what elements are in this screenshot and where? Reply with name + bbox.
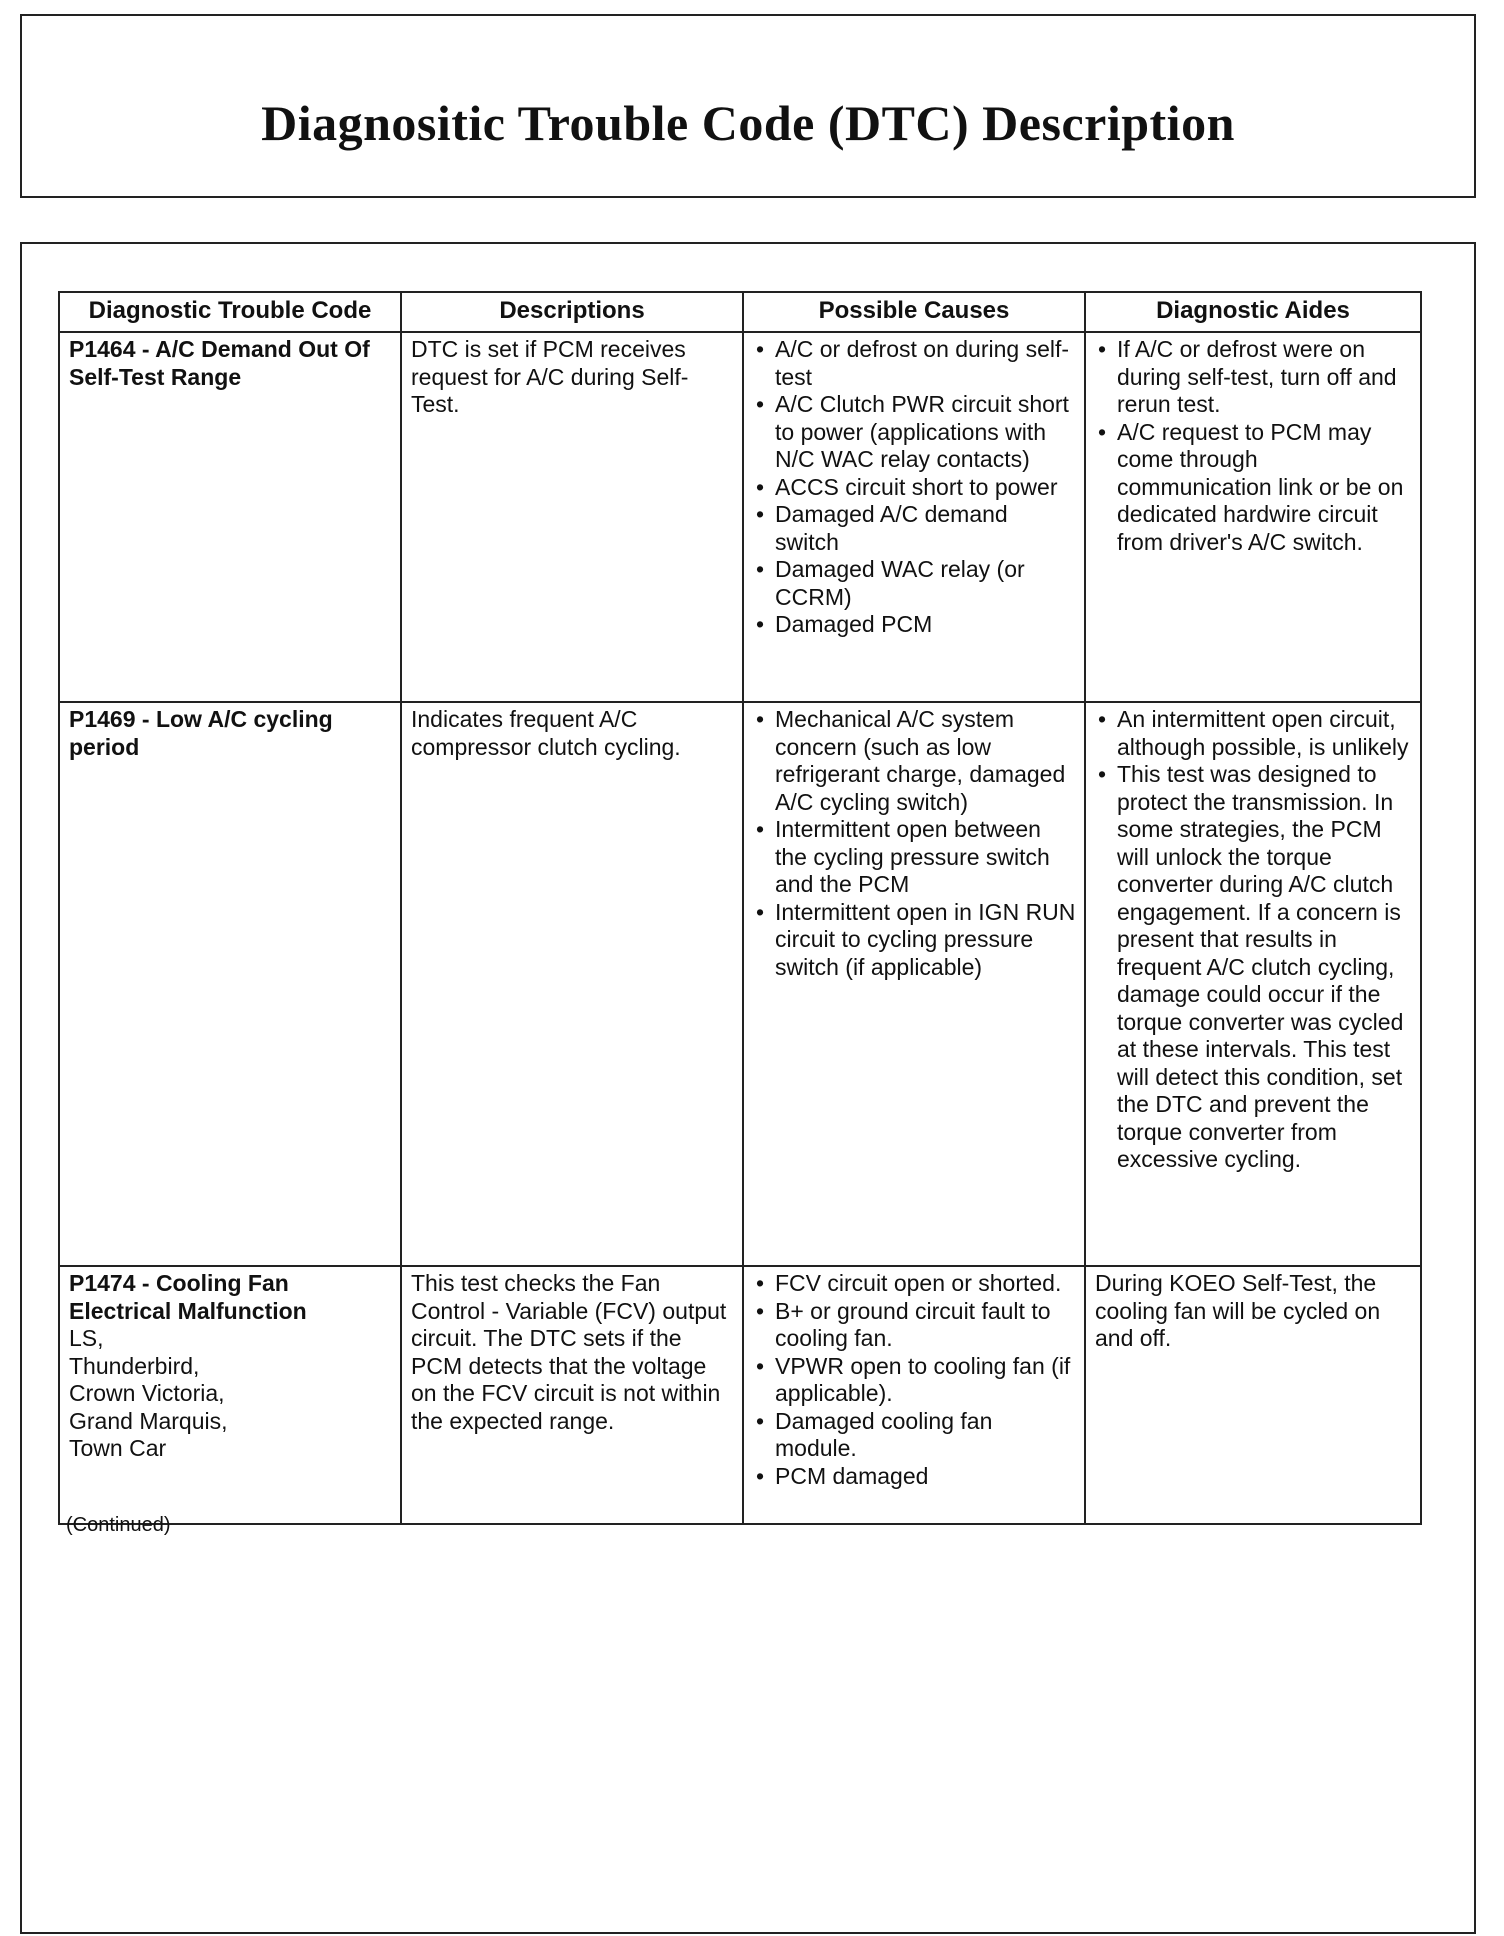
dtc-code-cell xyxy=(59,1266,401,1524)
header-descriptions: Descriptions xyxy=(401,292,743,332)
header-row xyxy=(59,292,1421,332)
cause-item: • A/C Clutch PWR circuit short to power (applications with N/C WAC relay contacts) xyxy=(775,391,1076,474)
header-diagnostic-aides: Diagnostic Aides xyxy=(1085,292,1421,332)
title-box xyxy=(20,14,1476,198)
cause-item: • VPWR open to cooling fan (if applicable). xyxy=(775,1353,1076,1408)
dtc-code: P1469 - Low A/C cycling period xyxy=(69,706,333,760)
cause-item: • B+ or ground circuit fault to cooling fan. xyxy=(775,1298,1076,1353)
continued-note: (Continued) xyxy=(66,1514,171,1536)
dtc-applicable-models: LS, Thunderbird, Crown Victoria, Grand Marquis, Town Car xyxy=(69,1325,228,1461)
cause-item: • A/C or defrost on during self-test xyxy=(775,336,1076,391)
cause-item: • Mechanical A/C system concern (such as low refrigerant charge, damaged A/C cycling switch) xyxy=(775,706,1076,816)
dtc-code: P1474 - Cooling Fan Electrical Malfunction xyxy=(69,1270,307,1324)
dtc-code-cell xyxy=(59,702,401,1266)
dtc-table xyxy=(58,291,1422,1525)
aides-cell xyxy=(1085,332,1421,702)
content-box xyxy=(20,242,1476,1934)
cause-item: • PCM damaged xyxy=(775,1463,1076,1491)
table-row xyxy=(59,1266,1421,1524)
dtc-code-cell xyxy=(59,332,401,702)
cause-item: • Damaged PCM xyxy=(775,611,1076,639)
cause-item: • Damaged A/C demand switch xyxy=(775,501,1076,556)
header-possible-causes: Possible Causes xyxy=(743,292,1085,332)
aides-cell: During KOEO Self-Test, the cooling fan will be cycled on and off. xyxy=(1085,1266,1421,1524)
page-title: Diagnositic Trouble Code (DTC) Description xyxy=(261,95,1235,151)
cause-item: • Damaged cooling fan module. xyxy=(775,1408,1076,1463)
cause-item: • Intermittent open in IGN RUN circuit to cycling pressure switch (if applicable) xyxy=(775,899,1076,982)
dtc-code: P1464 - A/C Demand Out Of Self-Test Range xyxy=(69,336,370,390)
aide-item: • An intermittent open circuit, although possible, is unlikely xyxy=(1117,706,1412,761)
table-row xyxy=(59,332,1421,702)
description-cell: DTC is set if PCM receives request for A/C during Self-Test. xyxy=(401,332,743,702)
aide-item: • This test was designed to protect the transmission. In some strategies, the PCM will unlock the torque converter during A/C clutch engagement. If a concern is present that results in frequent A/C clutch cycling, damage could occur if the torque converter was cycled at these intervals. This test will detect this condition, set the DTC and prevent the torque converter from excessive cycling. xyxy=(1117,761,1412,1174)
cause-item: • Damaged WAC relay (or CCRM) xyxy=(775,556,1076,611)
cause-item: • Intermittent open between the cycling pressure switch and the PCM xyxy=(775,816,1076,899)
table-row xyxy=(59,702,1421,1266)
cause-item: • FCV circuit open or shorted. xyxy=(775,1270,1076,1298)
causes-cell xyxy=(743,702,1085,1266)
description-cell: This test checks the Fan Control - Variable (FCV) output circuit. The DTC sets if the PCM detects that the voltage on the FCV circuit is not within the expected range. xyxy=(401,1266,743,1524)
causes-cell xyxy=(743,332,1085,702)
aide-item: • A/C request to PCM may come through communication link or be on dedicated hardwire circuit from driver's A/C switch. xyxy=(1117,419,1412,557)
aide-item: • If A/C or defrost were on during self-test, turn off and rerun test. xyxy=(1117,336,1412,419)
aides-cell xyxy=(1085,702,1421,1266)
header-code: Diagnostic Trouble Code xyxy=(59,292,401,332)
cause-item: • ACCS circuit short to power xyxy=(775,474,1076,502)
causes-cell xyxy=(743,1266,1085,1524)
description-cell: Indicates frequent A/C compressor clutch cycling. xyxy=(401,702,743,1266)
